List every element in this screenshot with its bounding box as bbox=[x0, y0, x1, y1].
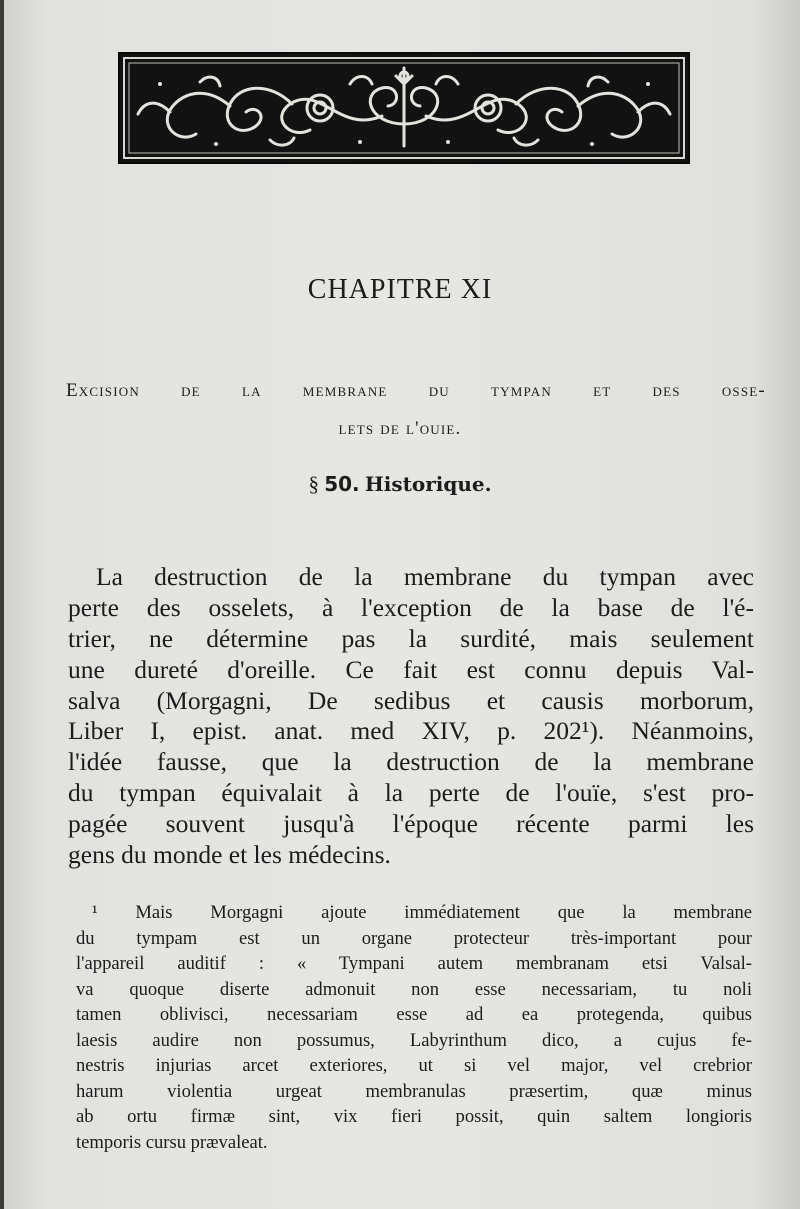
subtitle-word: et bbox=[593, 380, 612, 401]
footnote bbox=[76, 900, 752, 1155]
footnote-line: l'appareil auditif : « Tympani autem membranam etsi Valsal- bbox=[76, 953, 752, 974]
subtitle-word: des bbox=[652, 380, 681, 401]
section-number: 50. bbox=[324, 472, 360, 496]
subtitle-word: Excision bbox=[66, 380, 140, 401]
paragraph-line: trier, ne détermine pas la surdité, mais seulement bbox=[68, 623, 754, 653]
subtitle-word: osse- bbox=[721, 380, 766, 401]
section-heading bbox=[0, 472, 800, 497]
footnote-line: ¹ Mais Morgagni ajoute immédiatement que la membrane bbox=[92, 902, 752, 923]
subtitle-word: du bbox=[428, 380, 450, 401]
paragraph-line: l'idée fausse, que la destruction de la membrane bbox=[68, 747, 754, 777]
chapter-title: CHAPITRE XI bbox=[307, 274, 493, 305]
paragraph-line: perte des osselets, à l'exception de la base de l'é- bbox=[68, 592, 754, 622]
main-paragraph bbox=[68, 562, 754, 871]
subtitle-word: de bbox=[181, 380, 201, 401]
page-edge-shadow bbox=[0, 0, 4, 1209]
paragraph-line: salva (Morgagni, De sedibus et causis morborum, bbox=[68, 685, 754, 715]
chapter-subtitle-line-2: lets de l'ouie. bbox=[338, 418, 462, 439]
footnote-line: temporis cursu prævaleat. bbox=[76, 1131, 268, 1153]
paragraph-line: gens du monde et les médecins. bbox=[68, 840, 391, 870]
foliage-ornament-icon bbox=[120, 54, 688, 162]
subtitle-word: tympan bbox=[491, 380, 552, 401]
footnote-line: du tympam est un organe protecteur très-important pour bbox=[76, 927, 752, 949]
chapter-subtitle-line-1 bbox=[66, 380, 766, 402]
footnote-line: va quoque diserte admonuit non esse necessariam, tu noli bbox=[76, 978, 752, 1000]
decorative-headpiece-ornament bbox=[118, 52, 690, 164]
section-symbol: § bbox=[308, 472, 319, 496]
footnote-line: nestris injurias arcet exteriores, ut si vel major, vel crebrior bbox=[76, 1055, 752, 1076]
footnote-line: harum violentia urgeat membranulas præsertim, quæ minus bbox=[76, 1080, 752, 1102]
footnote-line: laesis audire non possumus, Labyrinthum dico, a cujus fe- bbox=[76, 1029, 752, 1051]
footnote-line: ab ortu firmæ sint, vix fieri possit, quin saltem longioris bbox=[76, 1106, 752, 1127]
section-title: Historique. bbox=[364, 472, 492, 496]
paragraph-line: La destruction de la membrane du tympan avec bbox=[96, 562, 754, 591]
paragraph-line: pagée souvent jusqu'à l'époque récente parmi les bbox=[68, 809, 754, 839]
paragraph-line: une dureté d'oreille. Ce fait est connu depuis Val- bbox=[68, 654, 754, 684]
footnote-line: tamen oblivisci, necessariam esse ad ea protegenda, quibus bbox=[76, 1004, 752, 1025]
paragraph-line: du tympan équivalait à la perte de l'ouïe, s'est pro- bbox=[68, 778, 754, 808]
subtitle-word: membrane bbox=[302, 380, 388, 401]
subtitle-word: la bbox=[241, 380, 262, 401]
paragraph-line: Liber I, epist. anat. med XIV, p. 202¹). Néanmoins, bbox=[68, 716, 754, 746]
